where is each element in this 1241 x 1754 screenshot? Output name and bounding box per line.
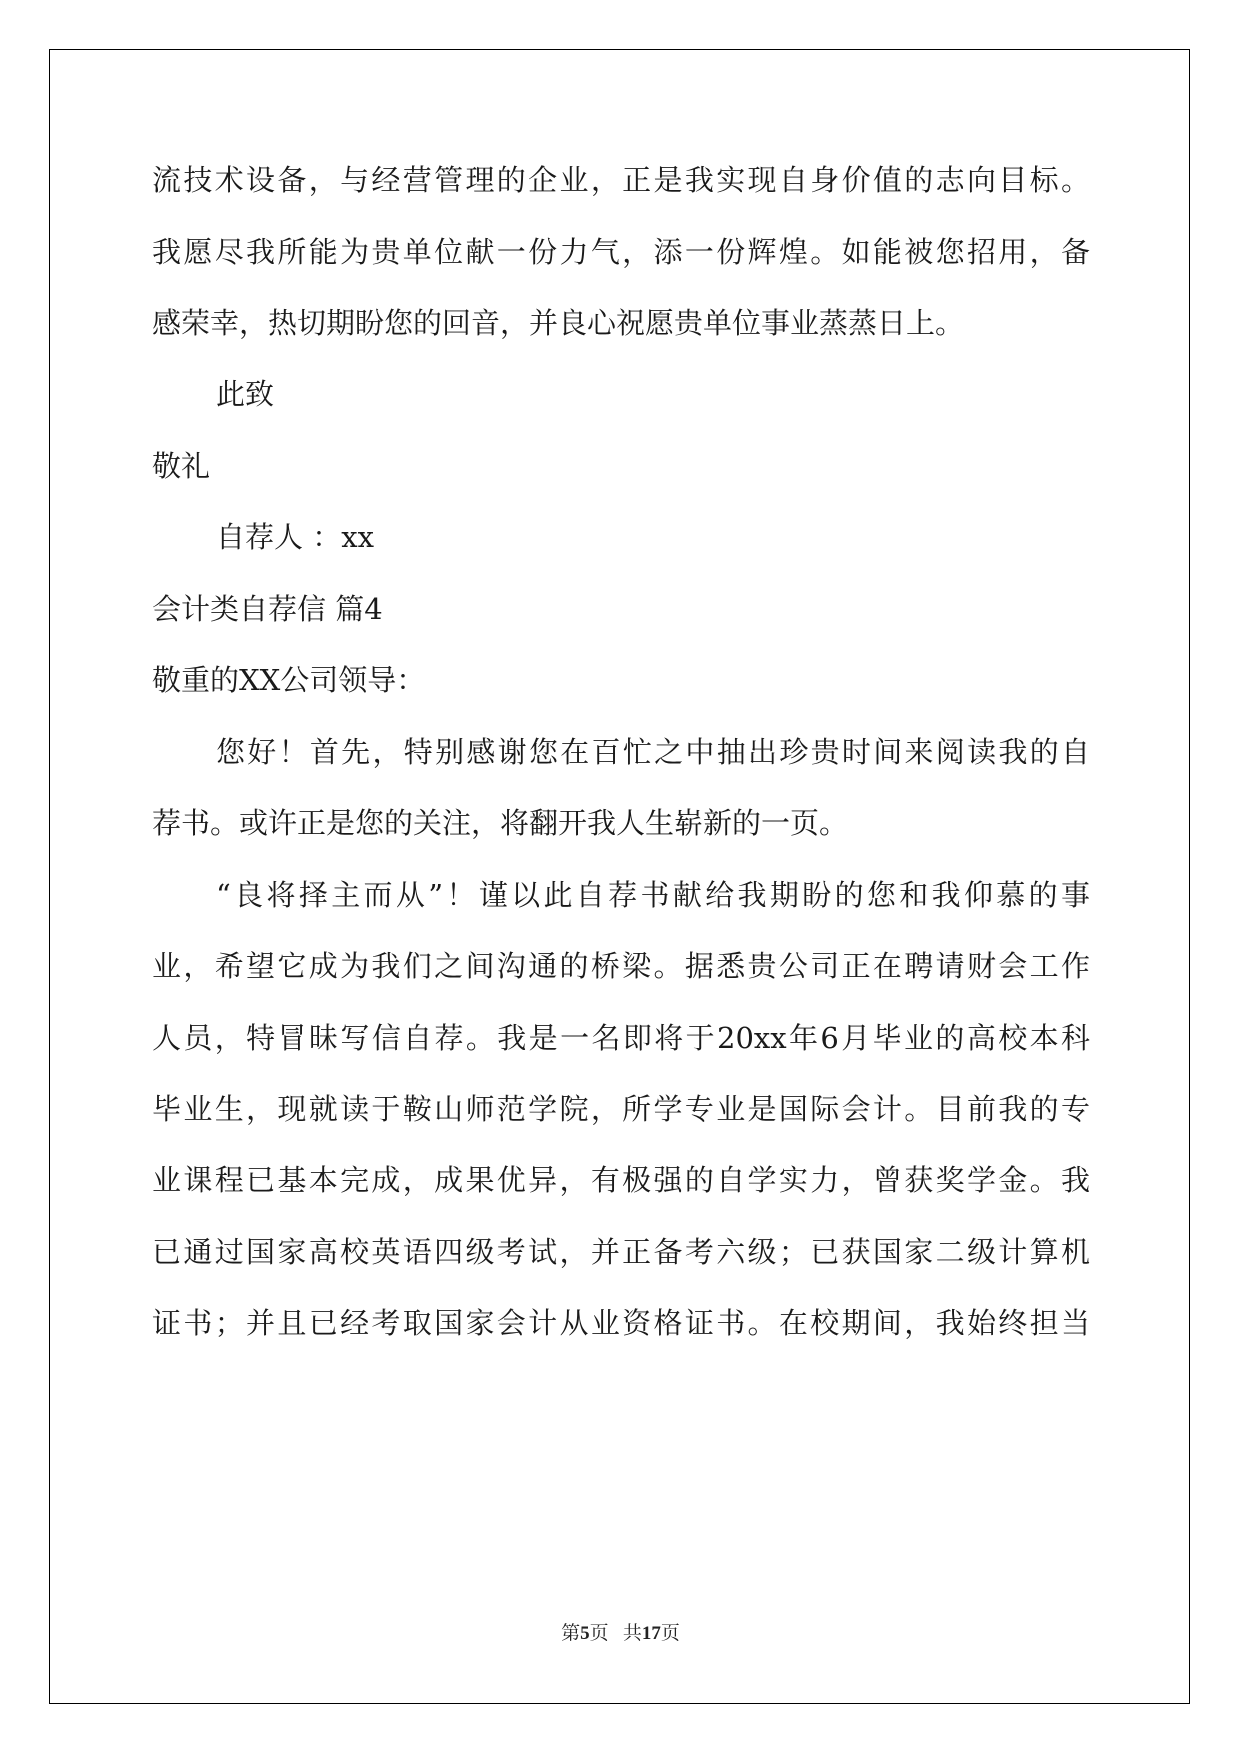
text-line: 您好！首先，特别感谢您在百忙之中抽出珍贵时间来阅读我的自	[216, 735, 1090, 769]
footer-prefix: 第	[561, 1623, 581, 1644]
footer-total-pages: 17	[641, 1623, 661, 1644]
footer-total-prefix: 共	[622, 1623, 642, 1644]
text-line: 业，希望它成为我们之间沟通的桥梁。据悉贵公司正在聘请财会工作	[152, 949, 1090, 983]
text-line: 荐书。或许正是您的关注，将翻开我人生崭新的一页。	[152, 806, 849, 840]
letter-greeting: 敬重的XX公司领导：	[152, 663, 426, 697]
footer-page-number: 5	[580, 1623, 590, 1644]
text-line: 毕业生，现就读于鞍山师范学院，所学专业是国际会计。目前我的专	[152, 1092, 1090, 1126]
section-heading: 会计类自荐信 篇4	[152, 592, 383, 626]
text-line: 业课程已基本完成，成果优异，有极强的自学实力，曾获奖学金。我	[152, 1163, 1090, 1197]
salutation-regards: 敬礼	[152, 449, 211, 483]
text-line: 感荣幸，热切期盼您的回音，并良心祝愿贵单位事业蒸蒸日上。	[152, 306, 965, 340]
text-line: 证书；并且已经考取国家会计从业资格证书。在校期间，我始终担当	[152, 1306, 1090, 1340]
text-line: 人员，特冒昧写信自荐。我是一名即将于20xx年6月毕业的高校本科	[152, 1021, 1090, 1055]
footer-total-suffix: 页	[660, 1623, 680, 1644]
text-line: 已通过国家高校英语四级考试，并正备考六级；已获国家二级计算机	[152, 1235, 1090, 1269]
signature-line: 自荐人 ：xx	[216, 520, 374, 554]
page-footer	[0, 1622, 1241, 1646]
salutation-closing: 此致	[216, 377, 275, 411]
text-line: 我愿尽我所能为贵单位献一份力气，添一份辉煌。如能被您招用，备	[152, 235, 1090, 269]
text-line: “良将择主而从”！谨以此自荐书献给我期盼的您和我仰慕的事	[216, 878, 1090, 912]
text-line: 流技术设备，与经营管理的企业，正是我实现自身价值的志向目标。	[152, 163, 1090, 197]
footer-page-suffix: 页	[589, 1623, 609, 1644]
